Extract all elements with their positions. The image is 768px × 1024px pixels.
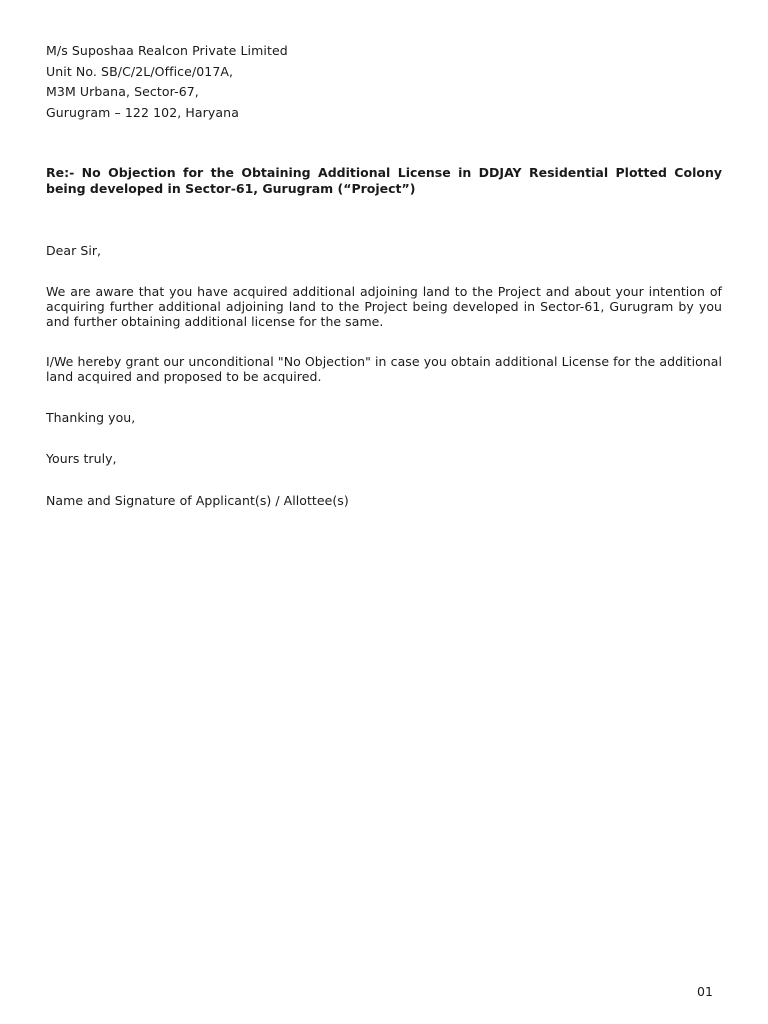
address-unit: Unit No. SB/C/2L/Office/017A,: [46, 63, 234, 79]
address-city: Gurugram – 122 102, Haryana: [46, 105, 239, 121]
page-number: 01: [697, 984, 713, 999]
salutation: Dear Sir,: [46, 243, 102, 258]
address-building: M3M Urbana, Sector-67,: [46, 84, 199, 100]
recipient-address: [46, 41, 726, 124]
body-paragraph-1: We are aware that you have acquired additional adjoining land to the Project and about your intention of acquiring further additional adjoining land to the Project being developed in Sector-61, Gurugram by you and further obtaining additional license for the same.: [46, 284, 722, 329]
signature-line: Name and Signature of Applicant(s) / Allottee(s): [46, 493, 349, 508]
address-company: M/s Suposhaa Realcon Private Limited: [46, 43, 288, 58]
body-paragraph-2: I/We hereby grant our unconditional "No Objection" in case you obtain additional License for the additional land acquired and proposed to be acquired.: [46, 354, 722, 384]
closing-line: Yours truly,: [46, 451, 117, 466]
subject-line: Re:- No Objection for the Obtaining Additional License in DDJAY Residential Plotted Colony being developed in Sector-61, Gurugram (“Project”): [46, 165, 722, 196]
thanks-line: Thanking you,: [46, 410, 136, 425]
